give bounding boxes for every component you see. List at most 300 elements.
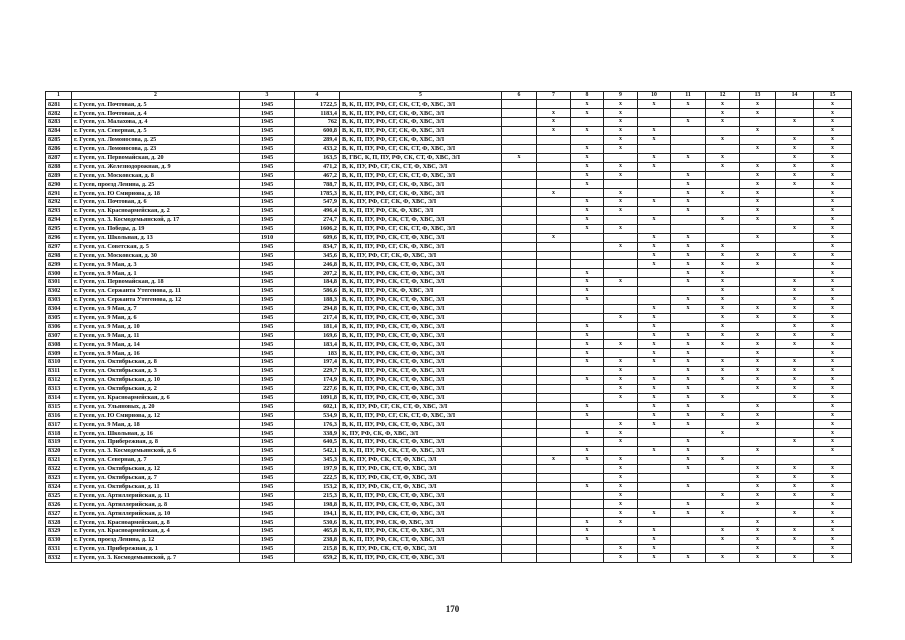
mark-cell bbox=[604, 411, 638, 420]
mark-cell bbox=[706, 207, 740, 216]
table-row bbox=[46, 544, 852, 553]
mark-cell: х bbox=[638, 135, 671, 144]
address-cell: г. Гусев, ул. Школьная, д. 13 bbox=[72, 233, 240, 242]
address-cell: г. Гусев, ул. Малахова, д. 4 bbox=[72, 118, 240, 127]
column-header-12: 12 bbox=[706, 92, 740, 100]
table-row bbox=[46, 553, 852, 562]
table-row bbox=[46, 340, 852, 349]
mark-cell bbox=[706, 180, 740, 189]
table-row bbox=[46, 127, 852, 136]
mark-cell: х bbox=[740, 109, 776, 118]
mark-cell bbox=[537, 304, 571, 313]
mark-cell: х bbox=[814, 331, 852, 340]
mark-cell bbox=[740, 393, 776, 402]
mark-cell bbox=[571, 393, 604, 402]
mark-cell: х bbox=[706, 376, 740, 385]
mark-cell bbox=[502, 509, 537, 518]
table-row bbox=[46, 491, 852, 500]
mark-cell bbox=[776, 260, 814, 269]
area-cell: 207,2 bbox=[295, 269, 340, 278]
mark-cell: х bbox=[740, 500, 776, 509]
mark-cell: х bbox=[740, 215, 776, 224]
mark-cell: х bbox=[814, 100, 852, 109]
mark-cell bbox=[638, 171, 671, 180]
mark-cell bbox=[706, 518, 740, 527]
works-list-cell: В, К, П, ПУ, РФ, СК, СТ, Ф, ХВС, ЭЛ bbox=[340, 322, 502, 331]
housing-register-table bbox=[45, 91, 852, 563]
row-number-cell: 8325 bbox=[46, 491, 72, 500]
mark-cell: х bbox=[638, 100, 671, 109]
mark-cell: х bbox=[706, 296, 740, 305]
row-number-cell: 8297 bbox=[46, 242, 72, 251]
area-cell: 467,2 bbox=[295, 171, 340, 180]
mark-cell: х bbox=[706, 162, 740, 171]
mark-cell bbox=[502, 322, 537, 331]
area-cell: 530,6 bbox=[295, 518, 340, 527]
address-cell: г. Гусев, ул. 9 Мая, д. 14 bbox=[72, 340, 240, 349]
mark-cell: х bbox=[638, 544, 671, 553]
mark-cell: х bbox=[604, 313, 638, 322]
mark-cell: х bbox=[740, 127, 776, 136]
works-list-cell: В, К, ПУ, РФ, СК, СТ, Ф, ХВС, ЭЛ bbox=[340, 544, 502, 553]
works-list-cell: В, К, П, ПУ, РФ, СГ, СК, Ф, ХВС, ЭЛ bbox=[340, 189, 502, 198]
mark-cell bbox=[537, 349, 571, 358]
mark-cell: х bbox=[814, 198, 852, 207]
mark-cell: х bbox=[776, 180, 814, 189]
area-cell: 183,4 bbox=[295, 340, 340, 349]
mark-cell bbox=[502, 171, 537, 180]
mark-cell: х bbox=[638, 313, 671, 322]
mark-cell: х bbox=[671, 393, 706, 402]
mark-cell bbox=[706, 198, 740, 207]
mark-cell: х bbox=[814, 215, 852, 224]
mark-cell: х bbox=[814, 358, 852, 367]
year-cell: 1945 bbox=[240, 500, 295, 509]
mark-cell bbox=[502, 215, 537, 224]
mark-cell: х bbox=[671, 100, 706, 109]
mark-cell bbox=[776, 429, 814, 438]
mark-cell: х bbox=[814, 260, 852, 269]
works-list-cell: В, К, П, ПУ, РФ, СК, СТ, Ф, ХВС, ЭЛ bbox=[340, 215, 502, 224]
mark-cell: х bbox=[671, 331, 706, 340]
column-header-5: 5 bbox=[340, 92, 502, 100]
mark-cell: х bbox=[638, 304, 671, 313]
year-cell: 1945 bbox=[240, 402, 295, 411]
area-cell: 1785,3 bbox=[295, 189, 340, 198]
mark-cell bbox=[706, 171, 740, 180]
mark-cell bbox=[638, 278, 671, 287]
mark-cell bbox=[638, 456, 671, 465]
mark-cell: х bbox=[638, 260, 671, 269]
table-row bbox=[46, 420, 852, 429]
mark-cell: х bbox=[776, 304, 814, 313]
area-cell: 197,9 bbox=[295, 464, 340, 473]
mark-cell: х bbox=[776, 278, 814, 287]
table-row bbox=[46, 242, 852, 251]
mark-cell bbox=[706, 420, 740, 429]
mark-cell: х bbox=[571, 322, 604, 331]
mark-cell bbox=[604, 153, 638, 162]
mark-cell: х bbox=[604, 491, 638, 500]
mark-cell: х bbox=[604, 544, 638, 553]
row-number-cell: 8319 bbox=[46, 438, 72, 447]
mark-cell: х bbox=[706, 411, 740, 420]
row-number-cell: 8287 bbox=[46, 153, 72, 162]
address-cell: г. Гусев, проезд Ленина, д. 12 bbox=[72, 536, 240, 545]
mark-cell: х bbox=[740, 198, 776, 207]
mark-cell: х bbox=[706, 242, 740, 251]
area-cell: 176,3 bbox=[295, 420, 340, 429]
year-cell: 1945 bbox=[240, 207, 295, 216]
mark-cell: х bbox=[740, 349, 776, 358]
mark-cell bbox=[502, 260, 537, 269]
mark-cell: х bbox=[814, 269, 852, 278]
mark-cell bbox=[706, 500, 740, 509]
mark-cell bbox=[502, 135, 537, 144]
row-number-cell: 8306 bbox=[46, 322, 72, 331]
mark-cell: х bbox=[638, 393, 671, 402]
mark-cell: х bbox=[776, 313, 814, 322]
area-cell: 227,6 bbox=[295, 384, 340, 393]
works-list-cell: В, К, П, ПУ, РФ, СГ, СК, Ф, ХВС, ЭЛ bbox=[340, 118, 502, 127]
mark-cell: х bbox=[571, 456, 604, 465]
mark-cell: х bbox=[671, 340, 706, 349]
mark-cell: х bbox=[604, 473, 638, 482]
mark-cell bbox=[671, 536, 706, 545]
table-row bbox=[46, 500, 852, 509]
mark-cell: х bbox=[671, 420, 706, 429]
mark-cell: х bbox=[671, 402, 706, 411]
table-row bbox=[46, 260, 852, 269]
mark-cell: х bbox=[638, 349, 671, 358]
works-list-cell: В, К, П, ПУ, РФ, СК, СТ, Ф, ХВС, ЭЛ bbox=[340, 269, 502, 278]
mark-cell bbox=[776, 198, 814, 207]
works-list-cell: В, К, П, ПУ, РФ, СК, СТ, Ф, ХВС, ЭЛ bbox=[340, 340, 502, 349]
works-list-cell: В, К, П, ПУ, РФ, СК, СТ, Ф, ХВС, ЭЛ bbox=[340, 447, 502, 456]
address-cell: г. Гусев, ул. Советская, д. 5 bbox=[72, 242, 240, 251]
row-number-cell: 8293 bbox=[46, 207, 72, 216]
mark-cell: х bbox=[776, 491, 814, 500]
mark-cell: х bbox=[671, 509, 706, 518]
works-list-cell: В, К, П, ПУ, РФ, СК, СТ, Ф, ХВС, ЭЛ bbox=[340, 536, 502, 545]
table-row bbox=[46, 304, 852, 313]
mark-cell bbox=[537, 411, 571, 420]
mark-cell bbox=[502, 420, 537, 429]
address-cell: г. Гусев, ул. Красноармейская, д. 2 bbox=[72, 207, 240, 216]
year-cell: 1945 bbox=[240, 491, 295, 500]
mark-cell bbox=[740, 509, 776, 518]
mark-cell: х bbox=[814, 135, 852, 144]
mark-cell: х bbox=[706, 456, 740, 465]
mark-cell: х bbox=[671, 482, 706, 491]
mark-cell bbox=[571, 473, 604, 482]
row-number-cell: 8310 bbox=[46, 358, 72, 367]
mark-cell: х bbox=[571, 215, 604, 224]
mark-cell: х bbox=[740, 304, 776, 313]
address-cell: г. Гусев, ул. 9 Мая, д. 3 bbox=[72, 260, 240, 269]
year-cell: 1945 bbox=[240, 198, 295, 207]
mark-cell bbox=[502, 464, 537, 473]
mark-cell bbox=[502, 180, 537, 189]
works-list-cell: В, К, П, ПУ, РФ, СК, СТ, Ф, ХВС, ЭЛ bbox=[340, 420, 502, 429]
mark-cell bbox=[776, 100, 814, 109]
mark-cell: х bbox=[776, 367, 814, 376]
row-number-cell: 8324 bbox=[46, 482, 72, 491]
mark-cell: х bbox=[740, 527, 776, 536]
address-cell: г. Гусев, ул. 3. Космодемьянской, д. 17 bbox=[72, 215, 240, 224]
mark-cell: х bbox=[740, 340, 776, 349]
mark-cell bbox=[638, 144, 671, 153]
mark-cell bbox=[502, 162, 537, 171]
row-number-cell: 8326 bbox=[46, 500, 72, 509]
mark-cell: х bbox=[814, 411, 852, 420]
mark-cell bbox=[671, 162, 706, 171]
column-number-header-row bbox=[46, 92, 852, 100]
address-cell: г. Гусев, ул. Почтовая, д. 5 bbox=[72, 100, 240, 109]
mark-cell: х bbox=[706, 278, 740, 287]
mark-cell: х bbox=[706, 429, 740, 438]
address-cell: г. Гусев, ул. Артиллерийская, д. 11 bbox=[72, 491, 240, 500]
table-row bbox=[46, 109, 852, 118]
mark-cell bbox=[571, 367, 604, 376]
address-cell: г. Гусев, ул. Победы, д. 19 bbox=[72, 224, 240, 233]
mark-cell bbox=[537, 287, 571, 296]
mark-cell: х bbox=[604, 118, 638, 127]
mark-cell bbox=[571, 544, 604, 553]
mark-cell: х bbox=[706, 260, 740, 269]
row-number-cell: 8316 bbox=[46, 411, 72, 420]
mark-cell: х bbox=[776, 135, 814, 144]
mark-cell bbox=[638, 269, 671, 278]
mark-cell bbox=[706, 544, 740, 553]
mark-cell bbox=[537, 482, 571, 491]
mark-cell bbox=[671, 144, 706, 153]
mark-cell bbox=[571, 189, 604, 198]
mark-cell bbox=[502, 393, 537, 402]
mark-cell: х bbox=[571, 349, 604, 358]
table-row bbox=[46, 322, 852, 331]
address-cell: г. Гусев, ул. Железнодорожная, д. 9 bbox=[72, 162, 240, 171]
mark-cell: х bbox=[814, 464, 852, 473]
area-cell: 184,8 bbox=[295, 278, 340, 287]
mark-cell bbox=[502, 224, 537, 233]
mark-cell: х bbox=[740, 384, 776, 393]
table-row bbox=[46, 198, 852, 207]
row-number-cell: 8290 bbox=[46, 180, 72, 189]
mark-cell: х bbox=[604, 127, 638, 136]
table-row bbox=[46, 536, 852, 545]
mark-cell: х bbox=[814, 109, 852, 118]
mark-cell: х bbox=[706, 331, 740, 340]
year-cell: 1945 bbox=[240, 287, 295, 296]
mark-cell bbox=[502, 384, 537, 393]
mark-cell bbox=[537, 393, 571, 402]
mark-cell: х bbox=[671, 278, 706, 287]
mark-cell bbox=[776, 456, 814, 465]
row-number-cell: 8298 bbox=[46, 251, 72, 260]
mark-cell bbox=[740, 269, 776, 278]
mark-cell: х bbox=[571, 296, 604, 305]
mark-cell: х bbox=[814, 544, 852, 553]
mark-cell: х bbox=[706, 109, 740, 118]
mark-cell bbox=[604, 304, 638, 313]
table-row bbox=[46, 171, 852, 180]
works-list-cell: В, К, П, ПУ, РФ, СК, СТ, Ф, ХВС, ЭЛ bbox=[340, 233, 502, 242]
row-number-cell: 8299 bbox=[46, 260, 72, 269]
area-cell: 188,3 bbox=[295, 296, 340, 305]
year-cell: 1910 bbox=[240, 233, 295, 242]
mark-cell: х bbox=[776, 473, 814, 482]
mark-cell: х bbox=[571, 153, 604, 162]
mark-cell: х bbox=[814, 376, 852, 385]
works-list-cell: В, К, П, ПУ, РФ, СГ, СК, Ф, ХВС, ЭЛ bbox=[340, 109, 502, 118]
table-row bbox=[46, 118, 852, 127]
mark-cell: х bbox=[814, 447, 852, 456]
mark-cell: х bbox=[706, 304, 740, 313]
mark-cell: х bbox=[671, 367, 706, 376]
table-row bbox=[46, 135, 852, 144]
row-number-cell: 8307 bbox=[46, 331, 72, 340]
mark-cell: х bbox=[604, 242, 638, 251]
mark-cell bbox=[604, 527, 638, 536]
mark-cell: х bbox=[638, 376, 671, 385]
mark-cell bbox=[571, 500, 604, 509]
mark-cell: х bbox=[638, 411, 671, 420]
mark-cell: х bbox=[776, 287, 814, 296]
mark-cell bbox=[671, 127, 706, 136]
table-row bbox=[46, 411, 852, 420]
mark-cell: х bbox=[638, 384, 671, 393]
mark-cell: х bbox=[604, 384, 638, 393]
year-cell: 1945 bbox=[240, 313, 295, 322]
area-cell: 586,6 bbox=[295, 287, 340, 296]
mark-cell: х bbox=[571, 429, 604, 438]
mark-cell bbox=[502, 304, 537, 313]
mark-cell: х bbox=[740, 447, 776, 456]
mark-cell: х bbox=[604, 358, 638, 367]
mark-cell: х bbox=[706, 393, 740, 402]
mark-cell bbox=[706, 473, 740, 482]
mark-cell: х bbox=[604, 420, 638, 429]
mark-cell: х bbox=[571, 127, 604, 136]
mark-cell bbox=[502, 473, 537, 482]
mark-cell: х bbox=[776, 464, 814, 473]
mark-cell: х bbox=[604, 393, 638, 402]
mark-cell bbox=[502, 198, 537, 207]
row-number-cell: 8321 bbox=[46, 456, 72, 465]
mark-cell bbox=[537, 420, 571, 429]
mark-cell bbox=[537, 153, 571, 162]
mark-cell bbox=[502, 313, 537, 322]
mark-cell bbox=[502, 251, 537, 260]
mark-cell: х bbox=[671, 207, 706, 216]
year-cell: 1945 bbox=[240, 429, 295, 438]
mark-cell bbox=[604, 296, 638, 305]
mark-cell: х bbox=[740, 420, 776, 429]
mark-cell: х bbox=[604, 482, 638, 491]
mark-cell bbox=[537, 135, 571, 144]
mark-cell bbox=[537, 260, 571, 269]
mark-cell bbox=[502, 296, 537, 305]
mark-cell bbox=[537, 527, 571, 536]
table-row bbox=[46, 153, 852, 162]
year-cell: 1945 bbox=[240, 109, 295, 118]
works-list-cell: В, К, ПУ, РФ, СК, СТ, Ф, ХВС, ЭЛ bbox=[340, 456, 502, 465]
mark-cell: х bbox=[776, 118, 814, 127]
column-header-2: 2 bbox=[72, 92, 240, 100]
mark-cell: х bbox=[604, 100, 638, 109]
mark-cell: х bbox=[604, 189, 638, 198]
mark-cell bbox=[776, 215, 814, 224]
table-row bbox=[46, 224, 852, 233]
mark-cell: х bbox=[706, 340, 740, 349]
mark-cell bbox=[502, 349, 537, 358]
mark-cell: х bbox=[571, 171, 604, 180]
mark-cell bbox=[740, 118, 776, 127]
mark-cell bbox=[671, 322, 706, 331]
table-row bbox=[46, 296, 852, 305]
mark-cell bbox=[502, 331, 537, 340]
area-cell: 274,7 bbox=[295, 215, 340, 224]
address-cell: г. Гусев, ул. Октябрьская, д. 8 bbox=[72, 358, 240, 367]
mark-cell: х bbox=[740, 491, 776, 500]
mark-cell bbox=[604, 536, 638, 545]
table-row bbox=[46, 207, 852, 216]
mark-cell bbox=[537, 100, 571, 109]
works-list-cell: В, К, П, ПУ, РФ, СК, СТ, Ф, ХВС, ЭЛ bbox=[340, 260, 502, 269]
mark-cell: х bbox=[814, 518, 852, 527]
mark-cell bbox=[537, 215, 571, 224]
address-cell: г. Гусев, ул. 9 Мая, д. 1 bbox=[72, 269, 240, 278]
area-cell: 169,6 bbox=[295, 331, 340, 340]
address-cell: г. Гусев, ул. 3. Космодемьянской, д. 6 bbox=[72, 447, 240, 456]
area-cell: 229,7 bbox=[295, 367, 340, 376]
mark-cell: х bbox=[604, 367, 638, 376]
row-number-cell: 8329 bbox=[46, 527, 72, 536]
mark-cell: х bbox=[814, 304, 852, 313]
works-list-cell: В, К, ПУ, РФ, СК, СТ, Ф, ХВС, ЭЛ bbox=[340, 482, 502, 491]
mark-cell: х bbox=[706, 135, 740, 144]
mark-cell bbox=[638, 464, 671, 473]
mark-cell bbox=[537, 322, 571, 331]
mark-cell bbox=[537, 429, 571, 438]
mark-cell: х bbox=[740, 482, 776, 491]
mark-cell bbox=[502, 269, 537, 278]
mark-cell: х bbox=[604, 144, 638, 153]
column-header-4: 4 bbox=[295, 92, 340, 100]
row-number-cell: 8296 bbox=[46, 233, 72, 242]
mark-cell: х bbox=[740, 411, 776, 420]
mark-cell: х bbox=[671, 233, 706, 242]
mark-cell bbox=[502, 367, 537, 376]
mark-cell: х bbox=[671, 384, 706, 393]
works-list-cell: В, К, П, ПУ, РФ, СК, СТ, Ф, ХВС, ЭЛ bbox=[340, 438, 502, 447]
area-cell: 471,2 bbox=[295, 162, 340, 171]
mark-cell bbox=[814, 456, 852, 465]
mark-cell: х bbox=[814, 251, 852, 260]
table-row bbox=[46, 438, 852, 447]
mark-cell: х bbox=[638, 509, 671, 518]
year-cell: 1945 bbox=[240, 340, 295, 349]
mark-cell bbox=[706, 438, 740, 447]
mark-cell: х bbox=[814, 349, 852, 358]
mark-cell: х bbox=[706, 313, 740, 322]
address-cell: г. Гусев, ул. Октябрьская, д. 11 bbox=[72, 482, 240, 491]
works-list-cell: В, К, ПУ, РФ, СГ, СК, СТ, Ф, ХВС, ЭЛ bbox=[340, 162, 502, 171]
mark-cell: х bbox=[638, 153, 671, 162]
area-cell: 1091,8 bbox=[295, 393, 340, 402]
mark-cell bbox=[776, 349, 814, 358]
